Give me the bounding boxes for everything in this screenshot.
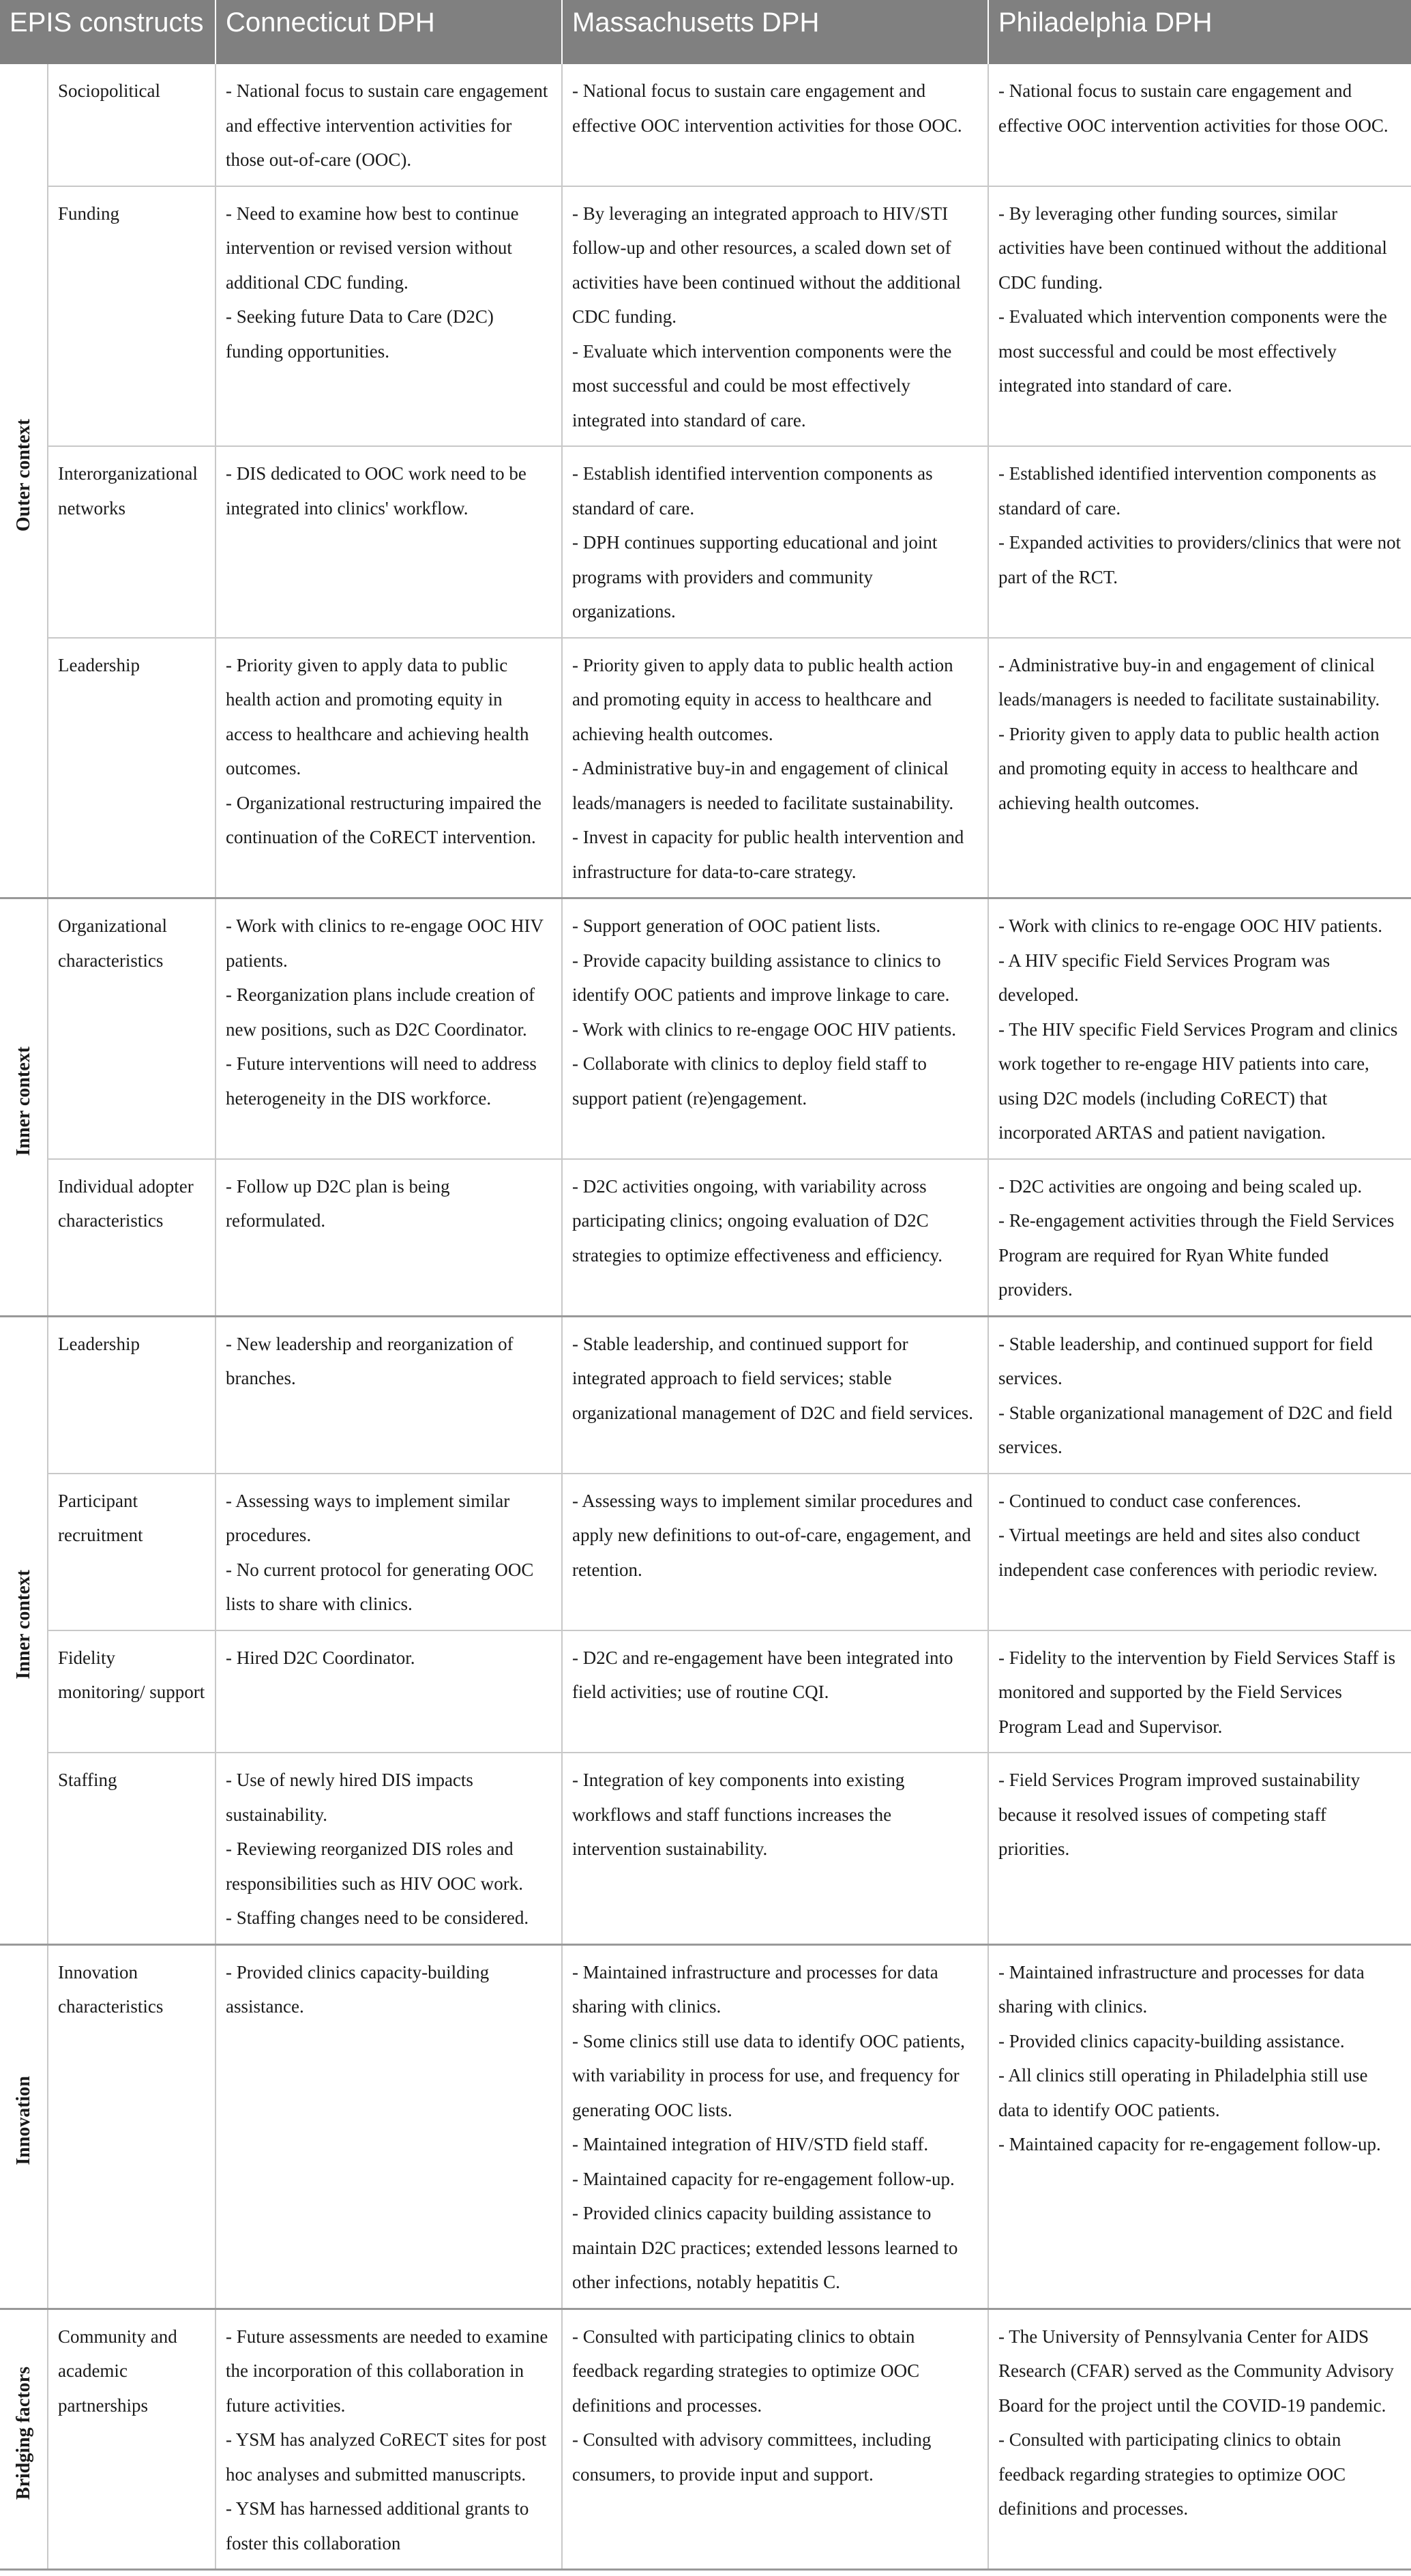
construct-cell: Sociopolitical bbox=[48, 64, 216, 186]
cell-bullet: - Maintained capacity for re-engagement follow-up. bbox=[572, 2168, 955, 2189]
ph-cell bbox=[988, 1159, 1411, 1317]
ma-cell bbox=[562, 446, 988, 638]
cell-bullet: - Provide capacity building assistance to clinics to identify OOC patients and improve linkage to care. bbox=[572, 950, 950, 1005]
cell-bullet: - The HIV specific Field Services Program and clinics work together to re-engage HIV patients into care, using D2C models (including CoRECT) that incorporated ARTAS and patient navigation. bbox=[998, 1019, 1398, 1143]
cell-bullet: - By leveraging other funding sources, similar activities have been continued without the additional CDC funding. bbox=[998, 203, 1387, 293]
cell-bullet: - By leveraging an integrated approach to HIV/STI follow-up and other resources, a scaled down set of activities have been continued without the additional CDC funding. bbox=[572, 203, 961, 327]
ph-cell bbox=[988, 1474, 1411, 1630]
table-row bbox=[0, 1159, 1411, 1317]
construct-cell: Interorganizational networks bbox=[48, 446, 216, 638]
cell-bullet: - Fidelity to the intervention by Field Services Staff is monitored and supported by the Field Services Program Lead and Supervisor. bbox=[998, 1647, 1396, 1737]
construct-cell: Funding bbox=[48, 186, 216, 447]
ct-cell bbox=[216, 1474, 562, 1630]
ma-cell bbox=[562, 1316, 988, 1474]
ma-cell bbox=[562, 1159, 988, 1317]
cell-bullet: - Administrative buy-in and engagement of clinical leads/managers is needed to facilitate sustainability. bbox=[998, 654, 1380, 709]
section-label: Inner context bbox=[12, 1046, 34, 1156]
cell-bullet: - Priority given to apply data to public health action and promoting equity in access to healthcare and achieving health outcomes. bbox=[998, 723, 1380, 813]
header-massachusetts: Massachusetts DPH bbox=[562, 0, 988, 64]
cell-bullet: - Invest in capacity for public health intervention and infrastructure for data-to-care strategy. bbox=[572, 827, 964, 882]
cell-bullet: - New leadership and reorganization of branches. bbox=[226, 1333, 514, 1388]
cell-bullet: - All clinics still operating in Philadelphia still use data to identify OOC patients. bbox=[998, 2065, 1368, 2120]
cell-bullet: - Consulted with participating clinics to obtain feedback regarding strategies to optimize OOC definitions and processes. bbox=[998, 2429, 1346, 2519]
table-row bbox=[0, 1944, 1411, 2309]
cell-bullet: - Integration of key components into existing workflows and staff functions increases the intervention sustainability. bbox=[572, 1770, 905, 1859]
cell-bullet: - Evaluated which intervention components were the most successful and could be most effectively integrated into standard of care. bbox=[998, 306, 1387, 396]
cell-bullet: - Stable organizational management of D2C and field services. bbox=[998, 1402, 1393, 1457]
cell-bullet: - Use of newly hired DIS impacts sustainability. bbox=[226, 1770, 473, 1825]
header-epis-constructs: EPIS constructs bbox=[0, 0, 216, 64]
ct-cell bbox=[216, 1944, 562, 2309]
cell-bullet: - Staffing changes need to be considered. bbox=[226, 1907, 529, 1928]
cell-bullet: - Consulted with advisory committees, including consumers, to provide input and support. bbox=[572, 2429, 932, 2485]
cell-bullet: - YSM has harnessed additional grants to foster this collaboration bbox=[226, 2498, 529, 2553]
cell-bullet: - Virtual meetings are held and sites also conduct independent case conferences with periodic review. bbox=[998, 1525, 1378, 1580]
cell-bullet: - Hired D2C Coordinator. bbox=[226, 1647, 415, 1668]
cell-bullet: - Maintained capacity for re-engagement follow-up. bbox=[998, 2134, 1381, 2154]
cell-bullet: - Field Services Program improved sustainability because it resolved issues of competing staff priorities. bbox=[998, 1770, 1361, 1859]
cell-bullet: - Re-engagement activities through the Field Services Program are required for Ryan White funded providers. bbox=[998, 1210, 1395, 1300]
cell-bullet: - Seeking future Data to Care (D2C) funding opportunities. bbox=[226, 306, 494, 362]
cell-bullet: - Stable leadership, and continued support for integrated approach to field services; stable organizational management of D2C and field services. bbox=[572, 1333, 974, 1423]
cell-bullet: - Continued to conduct case conferences. bbox=[998, 1490, 1301, 1511]
cell-bullet: - Consulted with participating clinics to obtain feedback regarding strategies to optimize OOC definitions and processes. bbox=[572, 2326, 920, 2416]
cell-bullet: - D2C activities ongoing, with variability across participating clinics; ongoing evaluation of D2C strategies to optimize effectiveness and efficiency. bbox=[572, 1175, 943, 1265]
cell-bullet: - Provided clinics capacity-building assistance. bbox=[226, 1961, 490, 2017]
cell-bullet: - Collaborate with clinics to deploy field staff to support patient (re)engagement. bbox=[572, 1053, 927, 1109]
cell-bullet: - Maintained infrastructure and processes for data sharing with clinics. bbox=[572, 1961, 938, 2017]
table-row bbox=[0, 638, 1411, 898]
cell-bullet: - A HIV specific Field Services Program was developed. bbox=[998, 950, 1331, 1005]
ph-cell bbox=[988, 2309, 1411, 2570]
cell-bullet: - Assessing ways to implement similar procedures and apply new definitions to out-of-care, engagement, and retention. bbox=[572, 1490, 973, 1580]
cell-bullet: - Priority given to apply data to public health action and promoting equity in access to healthcare and achieving health outcomes. bbox=[226, 654, 529, 778]
construct-cell: Organizational characteristics bbox=[48, 898, 216, 1159]
ct-cell bbox=[216, 1630, 562, 1753]
cell-bullet: - D2C activities are ongoing and being scaled up. bbox=[998, 1175, 1363, 1197]
table-row bbox=[0, 898, 1411, 1159]
cell-bullet: - Maintained infrastructure and processes for data sharing with clinics. bbox=[998, 1961, 1365, 2017]
construct-cell: Staffing bbox=[48, 1753, 216, 1944]
ph-cell bbox=[988, 446, 1411, 638]
cell-bullet: - Organizational restructuring impaired the continuation of the CoRECT intervention. bbox=[226, 792, 541, 847]
table-row bbox=[0, 2309, 1411, 2570]
cell-bullet: - The University of Pennsylvania Center for AIDS Research (CFAR) served as the Community Advisory Board for the project until the COVID-19 pandemic. bbox=[998, 2326, 1394, 2416]
ct-cell bbox=[216, 2309, 562, 2570]
table-row bbox=[0, 1474, 1411, 1630]
ph-cell bbox=[988, 898, 1411, 1159]
construct-cell: Fidelity monitoring/ support bbox=[48, 1630, 216, 1753]
cell-bullet: - Priority given to apply data to public health action and promoting equity in access to healthcare and achieving health outcomes. bbox=[572, 654, 953, 744]
table-header bbox=[0, 0, 1411, 64]
cell-bullet: - DIS dedicated to OOC work need to be integrated into clinics' workflow. bbox=[226, 463, 526, 518]
cell-bullet: - Work with clinics to re-engage OOC HIV patients. bbox=[572, 1019, 956, 1040]
ma-cell bbox=[562, 638, 988, 898]
ct-cell bbox=[216, 1753, 562, 1944]
ct-cell bbox=[216, 186, 562, 447]
section-cell bbox=[0, 64, 48, 898]
cell-bullet: - Provided clinics capacity-building assistance. bbox=[998, 2030, 1345, 2051]
construct-cell: Community and academic partnerships bbox=[48, 2309, 216, 2570]
construct-cell: Innovation characteristics bbox=[48, 1944, 216, 2309]
construct-cell: Leadership bbox=[48, 638, 216, 898]
ma-cell bbox=[562, 64, 988, 186]
cell-bullet: - National focus to sustain care engagement and effective intervention activities for those out-of-care (OOC). bbox=[226, 80, 548, 170]
ma-cell bbox=[562, 898, 988, 1159]
header-connecticut: Connecticut DPH bbox=[216, 0, 562, 64]
ct-cell bbox=[216, 446, 562, 638]
cell-bullet: - Provided clinics capacity building assistance to maintain D2C practices; extended lessons learned to other infections, notably hepatitis C. bbox=[572, 2203, 958, 2292]
ct-cell bbox=[216, 898, 562, 1159]
ph-cell bbox=[988, 186, 1411, 447]
section-cell bbox=[0, 2309, 48, 2570]
construct-cell: Leadership bbox=[48, 1316, 216, 1474]
cell-bullet: - Reorganization plans include creation of new positions, such as D2C Coordinator. bbox=[226, 984, 535, 1040]
cell-bullet: - No current protocol for generating OOC lists to share with clinics. bbox=[226, 1559, 534, 1614]
ma-cell bbox=[562, 1753, 988, 1944]
cell-bullet: - Future assessments are needed to examine the incorporation of this collaboration in future activities. bbox=[226, 2326, 548, 2416]
section-label: Innovation bbox=[12, 2076, 34, 2166]
section-cell bbox=[0, 898, 48, 1317]
section-cell bbox=[0, 1944, 48, 2309]
table-row bbox=[0, 1630, 1411, 1753]
cell-bullet: - Follow up D2C plan is being reformulated. bbox=[226, 1175, 450, 1231]
ph-cell bbox=[988, 1316, 1411, 1474]
ct-cell bbox=[216, 638, 562, 898]
cell-bullet: - Support generation of OOC patient lists. bbox=[572, 916, 881, 936]
ma-cell bbox=[562, 2309, 988, 2570]
cell-bullet: - National focus to sustain care engagement and effective OOC intervention activities for those OOC. bbox=[572, 80, 962, 136]
table-row bbox=[0, 1316, 1411, 1474]
cell-bullet: - Evaluate which intervention components were the most successful and could be most effectively integrated into standard of care. bbox=[572, 340, 952, 430]
ma-cell bbox=[562, 186, 988, 447]
ma-cell bbox=[562, 1944, 988, 2309]
section-label: Inner context bbox=[12, 1570, 34, 1680]
table-body bbox=[0, 64, 1411, 2570]
cell-bullet: - DPH continues supporting educational and joint programs with providers and community organizations. bbox=[572, 532, 938, 621]
cell-bullet: - Future interventions will need to address heterogeneity in the DIS workforce. bbox=[226, 1053, 537, 1109]
ph-cell bbox=[988, 638, 1411, 898]
cell-bullet: - Reviewing reorganized DIS roles and responsibilities such as HIV OOC work. bbox=[226, 1839, 523, 1894]
cell-bullet: - Some clinics still use data to identify OOC patients, with variability in process for use, and frequency for generating OOC lists. bbox=[572, 2030, 965, 2120]
table-row bbox=[0, 186, 1411, 447]
section-label: Bridging factors bbox=[12, 2367, 34, 2500]
table-row bbox=[0, 446, 1411, 638]
cell-bullet: - Maintained integration of HIV/STD field staff. bbox=[572, 2134, 929, 2154]
cell-bullet: - Need to examine how best to continue intervention or revised version without additional CDC funding. bbox=[226, 203, 519, 293]
cell-bullet: - National focus to sustain care engagement and effective OOC intervention activities for those OOC. bbox=[998, 80, 1388, 136]
cell-bullet: - Stable leadership, and continued support for field services. bbox=[998, 1333, 1373, 1388]
table-row bbox=[0, 64, 1411, 186]
cell-bullet: - Assessing ways to implement similar procedures. bbox=[226, 1490, 510, 1545]
cell-bullet: - YSM has analyzed CoRECT sites for post hoc analyses and submitted manuscripts. bbox=[226, 2429, 547, 2485]
ph-cell bbox=[988, 1944, 1411, 2309]
cell-bullet: - Established identified intervention components as standard of care. bbox=[998, 463, 1377, 518]
construct-cell: Individual adopter characteristics bbox=[48, 1159, 216, 1317]
ph-cell bbox=[988, 1753, 1411, 1944]
header-philadelphia: Philadelphia DPH bbox=[988, 0, 1411, 64]
cell-bullet: - Administrative buy-in and engagement of clinical leads/managers is needed to facilitate sustainability. bbox=[572, 758, 954, 813]
construct-cell: Participant recruitment bbox=[48, 1474, 216, 1630]
ph-cell bbox=[988, 64, 1411, 186]
section-cell bbox=[0, 1316, 48, 1944]
table-row bbox=[0, 1753, 1411, 1944]
cell-bullet: - Work with clinics to re-engage OOC HIV patients. bbox=[226, 916, 544, 971]
cell-bullet: - Work with clinics to re-engage OOC HIV patients. bbox=[998, 916, 1382, 936]
ma-cell bbox=[562, 1630, 988, 1753]
section-label: Outer context bbox=[12, 418, 34, 531]
ph-cell bbox=[988, 1630, 1411, 1753]
cell-bullet: - D2C and re-engagement have been integrated into field activities; use of routine CQI. bbox=[572, 1647, 953, 1702]
header-row bbox=[0, 0, 1411, 64]
ct-cell bbox=[216, 64, 562, 186]
cell-bullet: - Establish identified intervention components as standard of care. bbox=[572, 463, 933, 518]
ct-cell bbox=[216, 1316, 562, 1474]
cell-bullet: - Expanded activities to providers/clinics that were not part of the RCT. bbox=[998, 532, 1401, 587]
ct-cell bbox=[216, 1159, 562, 1317]
ma-cell bbox=[562, 1474, 988, 1630]
